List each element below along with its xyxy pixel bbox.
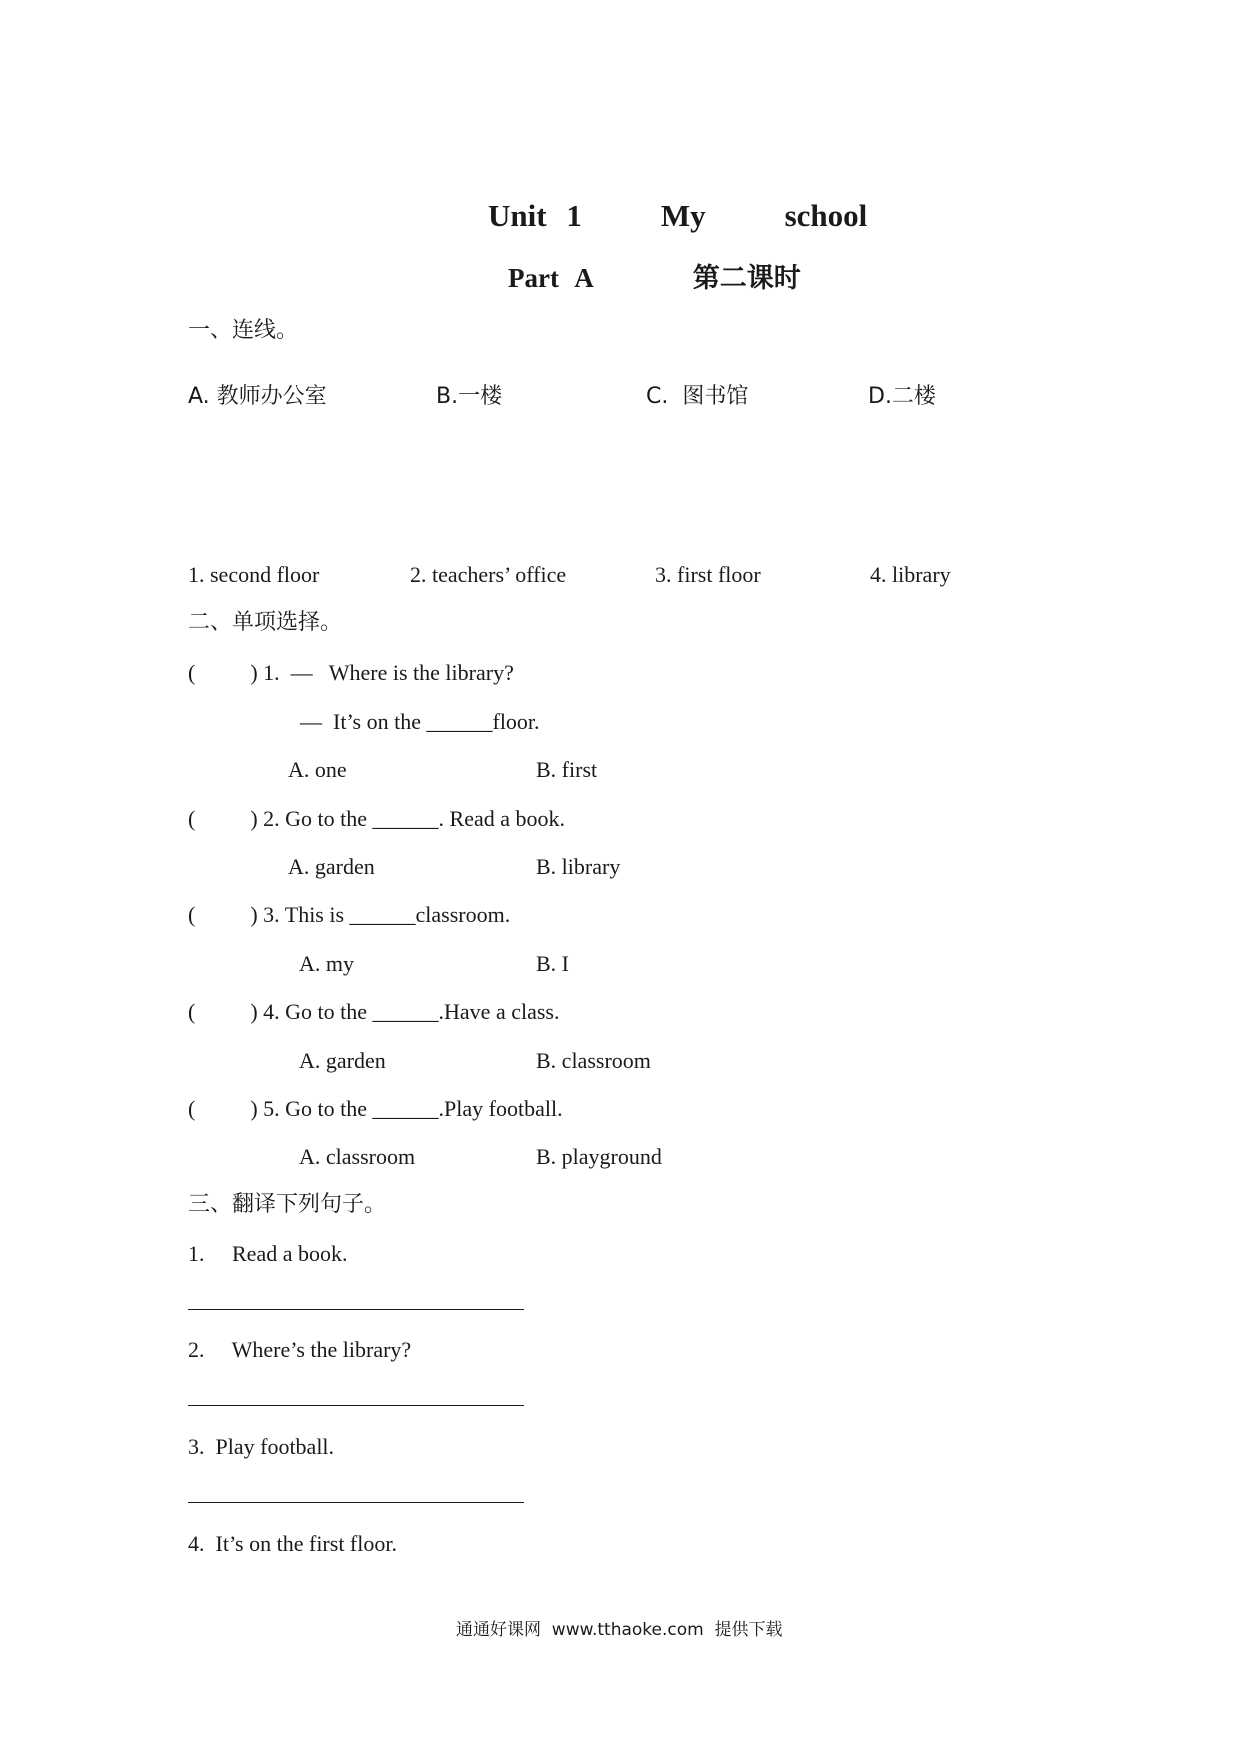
question-2: ( ) 2. Go to the ______. Read a book.	[188, 806, 565, 831]
translate-answer-line-2	[188, 1405, 524, 1406]
section1-heading: 一、连线。	[188, 318, 299, 343]
question-3-option-a: A. my	[299, 951, 354, 976]
question-3: ( ) 3. This is ______classroom.	[188, 902, 511, 927]
question-4: ( ) 4. Go to the ______.Have a class.	[188, 999, 560, 1024]
english-option-4: 4. library	[870, 562, 951, 587]
question-4-option-a: A. garden	[299, 1048, 386, 1073]
translate-item-3: 3. Play football.	[188, 1434, 335, 1459]
question-1: ( ) 1. — Where is the library?	[188, 660, 514, 685]
question-2-option-a: A. garden	[288, 854, 375, 879]
translate-item-2: 2. Where’s the library?	[188, 1337, 412, 1362]
chinese-option-c: C. 图书馆	[646, 384, 749, 409]
question-5-option-b: B. playground	[536, 1144, 662, 1169]
english-option-3: 3. first floor	[655, 562, 761, 587]
section3-heading: 三、翻译下列句子。	[188, 1192, 387, 1217]
question-5: ( ) 5. Go to the ______.Play football.	[188, 1096, 563, 1121]
page-title: Unit 1 My school	[488, 198, 868, 233]
chinese-option-d: D.二楼	[868, 384, 936, 409]
translate-item-1: 1. Read a book.	[188, 1241, 348, 1266]
question-4-option-b: B. classroom	[536, 1048, 651, 1073]
footer-download-note: 通通好课网 www.tthaoke.com 提供下载	[456, 1620, 783, 1640]
chinese-option-b: B.一楼	[436, 384, 503, 409]
question-3-option-b: B. I	[536, 951, 569, 976]
translate-answer-line-1	[188, 1309, 524, 1310]
translate-item-4: 4. It’s on the first floor.	[188, 1531, 397, 1556]
chinese-option-a: A. 教师办公室	[188, 384, 327, 409]
question-1-option-a: A. one	[288, 757, 347, 782]
question-1-answer-line: — It’s on the ______floor.	[300, 709, 540, 734]
question-5-option-a: A. classroom	[299, 1144, 416, 1169]
english-option-2: 2. teachers’ office	[410, 562, 567, 587]
question-1-option-b: B. first	[536, 757, 598, 782]
section2-heading: 二、单项选择。	[188, 610, 343, 635]
english-option-1: 1. second floor	[188, 562, 320, 587]
question-2-option-b: B. library	[536, 854, 621, 879]
page-subtitle: Part A 第二课时	[508, 263, 801, 293]
translate-answer-line-3	[188, 1502, 524, 1503]
